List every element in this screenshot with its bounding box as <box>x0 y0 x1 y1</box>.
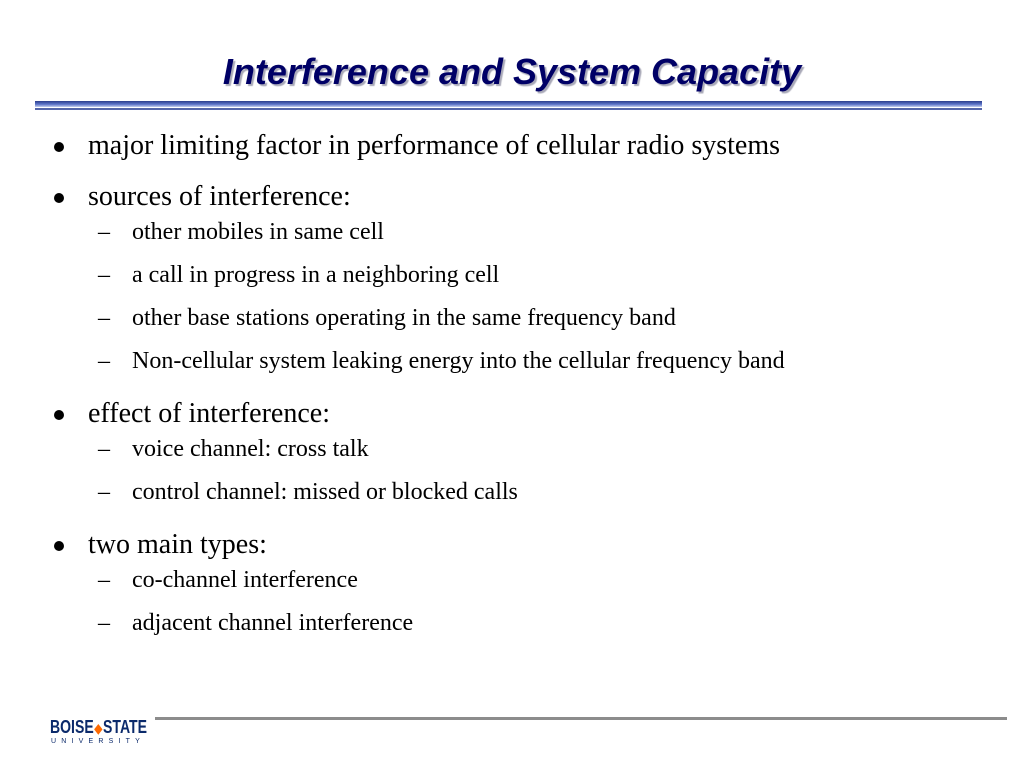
sub-item-voice-channel <box>48 432 978 466</box>
sub-item-text: co-channel interference <box>132 567 358 593</box>
footer-rule <box>155 717 1007 720</box>
bullet-text: sources of interference: <box>88 181 351 212</box>
bullet-text: major limiting factor in performance of cellular radio systems <box>88 130 780 161</box>
bullet-dot <box>54 193 64 203</box>
bullet-main-types <box>48 527 978 563</box>
sub-item-text: adjacent channel interference <box>132 610 414 636</box>
logo-wordmark <box>50 717 147 738</box>
logo-word-left: BOISE <box>50 717 94 737</box>
dash-marker: – <box>98 567 110 593</box>
bullet-text: effect of interference: <box>88 398 330 429</box>
logo-word-right: STATE <box>103 717 148 737</box>
dash-marker: – <box>98 305 110 331</box>
logo-diamond-icon: ◆ <box>94 720 103 736</box>
dash-marker: – <box>98 348 110 374</box>
sub-item-adjacent-channel <box>48 606 978 640</box>
title-underline-thin <box>35 108 982 110</box>
sub-item-non-cellular <box>48 344 972 378</box>
dash-marker: – <box>98 262 110 288</box>
bullet-sources <box>48 179 978 215</box>
logo-subtitle: UNIVERSITY <box>51 738 146 745</box>
sub-item-text: Non-cellular system leaking energy into the cellular frequency band <box>132 348 785 374</box>
title-underline <box>35 101 982 110</box>
dash-marker: – <box>98 479 110 505</box>
sub-item-base-stations <box>48 301 978 335</box>
sub-item-text: other mobiles in same cell <box>132 219 384 245</box>
sub-item-co-channel <box>48 563 978 597</box>
sub-item-neighboring-cell <box>48 258 978 292</box>
dash-marker: – <box>98 219 110 245</box>
sub-item-text: a call in progress in a neighboring cell <box>132 262 500 288</box>
bullet-effect <box>48 396 978 432</box>
bullet-dot <box>54 142 64 152</box>
sub-item-other-mobiles <box>48 215 978 249</box>
bullet-dot <box>54 541 64 551</box>
slide-body <box>48 128 978 640</box>
title-underline-band <box>35 101 982 107</box>
bullet-dot <box>54 410 64 420</box>
dash-marker: – <box>98 436 110 462</box>
sub-item-text: other base stations operating in the same frequency band <box>132 305 676 331</box>
slide-title: Interference and System Capacity <box>222 51 802 92</box>
bullet-text: two main types: <box>88 529 267 560</box>
sub-item-text: voice channel: cross talk <box>132 436 369 462</box>
sub-item-control-channel <box>48 475 978 509</box>
university-logo <box>50 717 148 749</box>
bullet-limiting-factor <box>48 128 978 164</box>
dash-marker: – <box>98 610 110 636</box>
sub-item-text: control channel: missed or blocked calls <box>132 479 518 505</box>
